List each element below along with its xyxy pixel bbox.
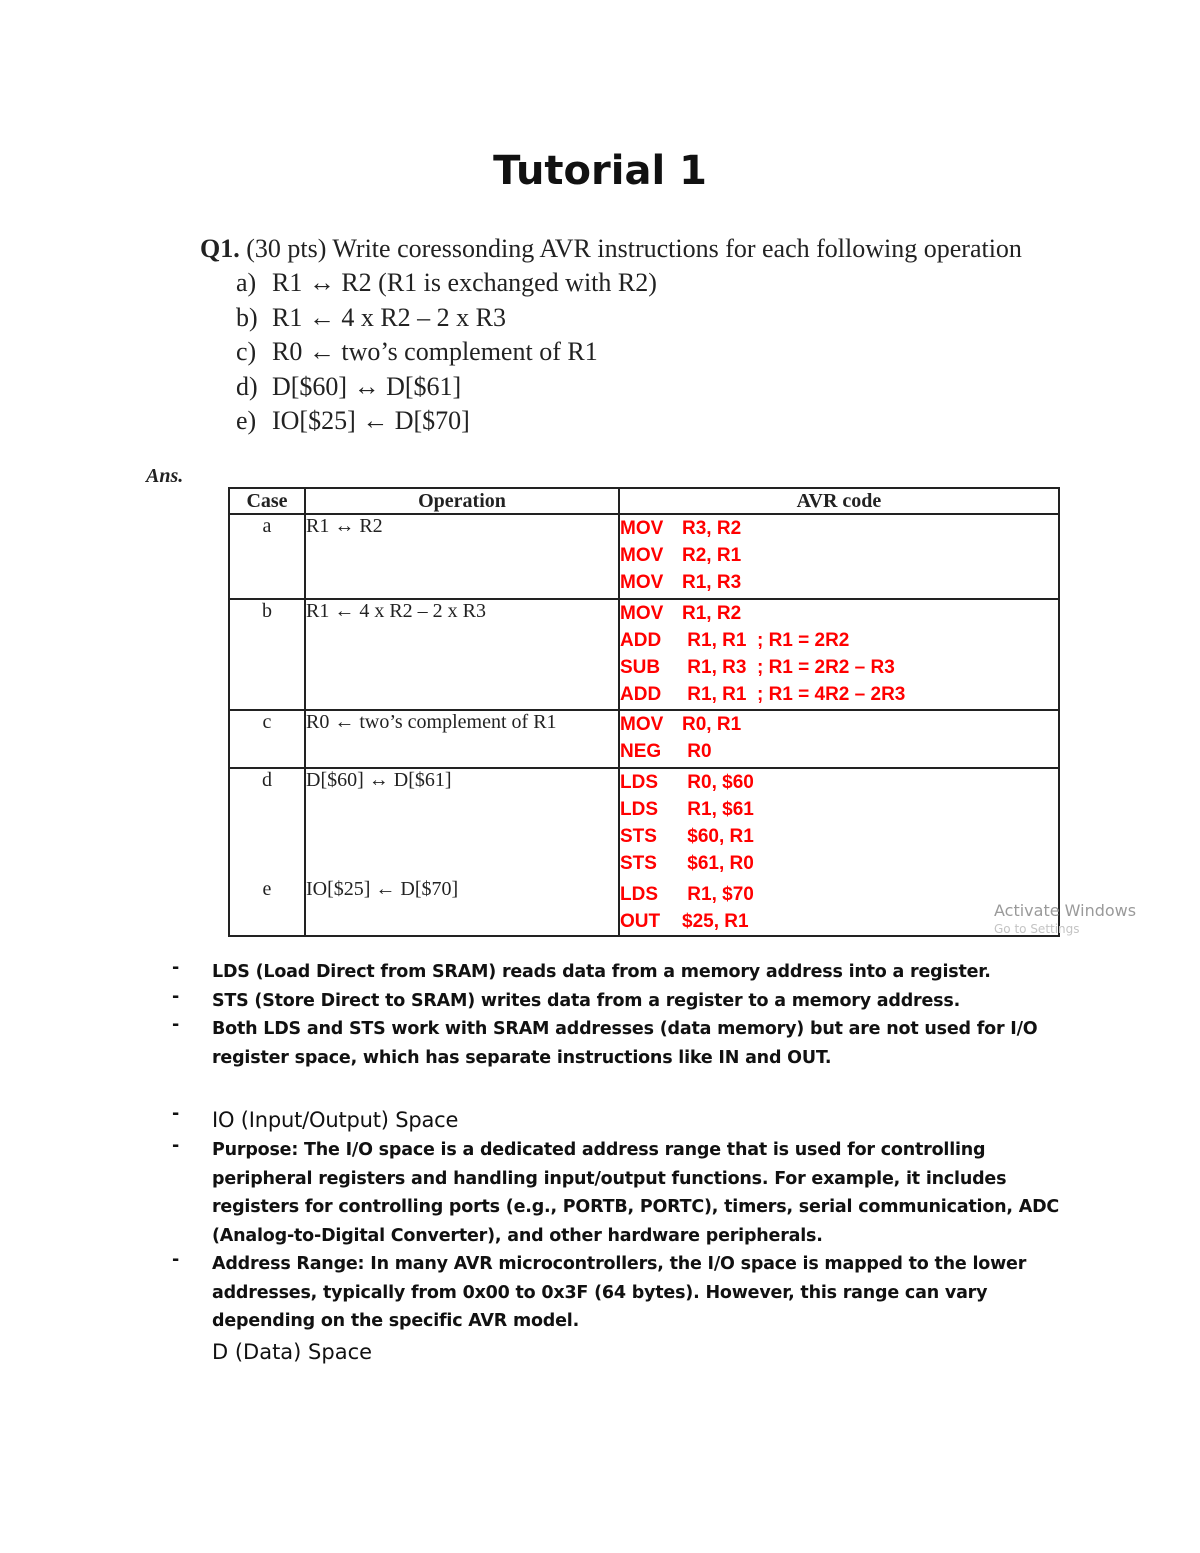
answer-label: Ans. — [146, 465, 184, 487]
code-line: ADD R1, R1 ; R1 = 4R2 – 2R3 — [620, 684, 906, 705]
case-cell-e: e — [262, 878, 272, 900]
list-item: - STS (Store Direct to SRAM) writes data from a register to a memory address. — [172, 986, 961, 1011]
code-line: MOV R1, R2 — [620, 603, 742, 624]
code-line: LDS R1, $61 — [620, 799, 754, 820]
notes-list — [172, 958, 1072, 1072]
operation-cell: R1 ↔ R2 — [305, 514, 619, 599]
operation-cell: R1 ← 4 x R2 – 2 x R3 — [305, 599, 619, 710]
operation-cell-e: IO[$25] ← D[$70] — [306, 878, 459, 900]
code-line: OUT $25, R1 — [620, 911, 749, 932]
question-item: d) D[$60] ↔ D[$61] — [236, 371, 462, 401]
question-item: a) R1 ↔ R2 (R1 is exchanged with R2) — [236, 268, 657, 297]
io-section — [172, 1104, 1072, 1336]
activate-windows-watermark: Activate Windows — [994, 901, 1137, 920]
code-line: MOV R2, R1 — [620, 545, 742, 566]
code-cell — [619, 514, 1059, 599]
question-label: Q1. — [200, 234, 240, 263]
column-header-case: Case — [229, 488, 305, 514]
code-line: SUB R1, R3 ; R1 = 2R2 – R3 — [620, 657, 895, 678]
question-block — [200, 232, 1100, 439]
list-item: - LDS (Load Direct from SRAM) reads data from a memory address into a register. — [172, 958, 991, 982]
table-row — [229, 514, 1059, 599]
code-line: STS $61, R0 — [620, 853, 754, 874]
table-row — [229, 768, 1059, 936]
operation-cell: R0 ← two’s complement of R1 — [305, 710, 619, 768]
code-line: LDS R1, $70 — [620, 884, 754, 905]
code-cell — [619, 710, 1059, 768]
question-item: c) R0 ← two’s complement of R1 — [236, 337, 598, 366]
list-item: - Purpose: The I/O space is a dedicated address range that is used for controlling peripheral registers and handling input/output functions. For example, it includes registers for controlling ports (e.g., PORTB, PORTC), timers, serial communication, ADC (Analog-to-Digital Converter), and other hardware peripherals. — [172, 1136, 1060, 1246]
code-line: NEG R0 — [620, 741, 712, 762]
code-line: MOV R0, R1 — [620, 714, 742, 735]
code-cell — [619, 599, 1059, 710]
code-line: MOV R1, R3 — [620, 572, 742, 593]
column-header-avr-code: AVR code — [619, 488, 1059, 514]
column-header-operation: Operation — [305, 488, 619, 514]
data-space-heading: D (Data) Space — [212, 1340, 373, 1364]
code-line: STS $60, R1 — [620, 826, 754, 847]
operation-cell: D[$60] ↔ D[$61] IO[$25] ← D[$70] — [305, 768, 619, 936]
code-line: ADD R1, R1 ; R1 = 2R2 — [620, 630, 850, 651]
code-line: LDS R0, $60 — [620, 772, 754, 793]
page-title: Tutorial 1 — [493, 148, 707, 194]
watermark-settings-link[interactable]: Go to Settings — [994, 922, 1080, 936]
question-items — [236, 266, 1100, 439]
question-prompt — [200, 232, 1100, 266]
case-cell: b — [229, 599, 305, 710]
case-cell: c — [229, 710, 305, 768]
list-item: - Both LDS and STS work with SRAM addresses (data memory) but are not used for I/O register space, which has separate instructions like IN and OUT. — [172, 1015, 1038, 1068]
table-row — [229, 599, 1059, 710]
case-cell: d e — [229, 768, 305, 936]
code-line: MOV R3, R2 — [620, 518, 742, 539]
question-text: (30 pts) Write coressonding AVR instructions for each following operation — [239, 234, 1022, 263]
io-heading: - IO (Input/Output) Space — [172, 1104, 459, 1132]
list-item: - Address Range: In many AVR microcontrollers, the I/O space is mapped to the lower addresses, typically from 0x00 to 0x3F (64 bytes). However, this range can vary depending on the specific AVR model. — [172, 1250, 1027, 1331]
table-header-row — [229, 488, 1059, 514]
table-row — [229, 710, 1059, 768]
case-cell: a — [229, 514, 305, 599]
question-item: b) R1 ← 4 x R2 – 2 x R3 — [236, 302, 507, 332]
question-item: e) IO[$25] ← D[$70] — [236, 406, 470, 435]
